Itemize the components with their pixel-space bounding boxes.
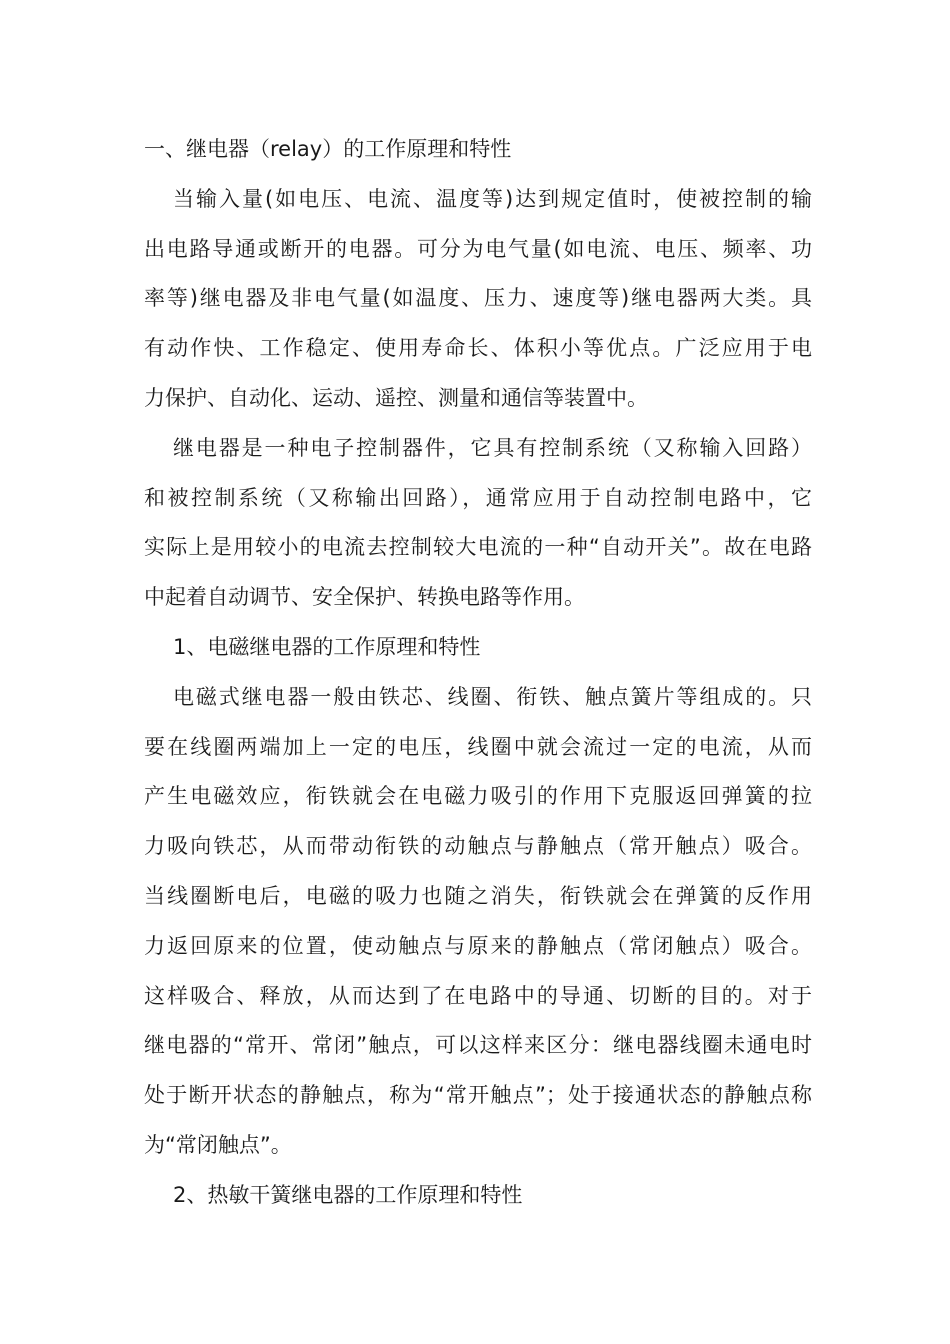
paragraph-line: 实际上是用较小的电流去控制较大电流的一种“自动开关”。故在电路 xyxy=(144,535,812,560)
document-body xyxy=(144,125,812,1221)
subsection-heading: 1、电磁继电器的工作原理和特性 xyxy=(173,634,481,659)
subsection-heading: 2、热敏干簧继电器的工作原理和特性 xyxy=(173,1182,523,1207)
paragraph-line: 产生电磁效应，衔铁就会在电磁力吸引的作用下克服返回弹簧的拉 xyxy=(144,784,812,809)
paragraph-line: 率等)继电器及非电气量(如温度、压力、速度等)继电器两大类。具 xyxy=(144,286,812,311)
paragraph-line: 力吸向铁芯，从而带动衔铁的动触点与静触点（常开触点）吸合。 xyxy=(144,834,812,859)
paragraph-line: 中起着自动调节、安全保护、转换电路等作用。 xyxy=(144,585,585,610)
paragraph-line: 当输入量(如电压、电流、温度等)达到规定值时，使被控制的输 xyxy=(173,186,812,211)
paragraph-line: 有动作快、工作稳定、使用寿命长、体积小等优点。广泛应用于电 xyxy=(144,336,812,361)
paragraph-line: 为“常闭触点”。 xyxy=(144,1132,292,1157)
paragraph-line: 要在线圈两端加上一定的电压，线圈中就会流过一定的电流，从而 xyxy=(144,734,812,759)
paragraph-line: 力保护、自动化、运动、遥控、测量和通信等装置中。 xyxy=(144,385,648,410)
paragraph-line: 力返回原来的位置，使动触点与原来的静触点（常闭触点）吸合。 xyxy=(144,933,812,958)
paragraph-line: 电磁式继电器一般由铁芯、线圈、衔铁、触点簧片等组成的。只 xyxy=(173,684,812,709)
paragraph-line: 继电器的“常开、常闭”触点，可以这样来区分：继电器线圈未通电时 xyxy=(144,1033,812,1058)
paragraph-line: 和被控制系统（又称输出回路），通常应用于自动控制电路中，它 xyxy=(144,485,812,510)
paragraph-line: 继电器是一种电子控制器件，它具有控制系统（又称输入回路） xyxy=(173,435,812,460)
paragraph-line: 处于断开状态的静触点，称为“常开触点”；处于接通状态的静触点称 xyxy=(144,1083,812,1108)
paragraph-line: 当线圈断电后，电磁的吸力也随之消失，衔铁就会在弹簧的反作用 xyxy=(144,883,812,908)
section-heading: 一、继电器（relay）的工作原理和特性 xyxy=(144,137,512,161)
paragraph-line: 这样吸合、释放，从而达到了在电路中的导通、切断的目的。对于 xyxy=(144,983,812,1008)
paragraph-line: 出电路导通或断开的电器。可分为电气量(如电流、电压、频率、功 xyxy=(144,236,812,261)
